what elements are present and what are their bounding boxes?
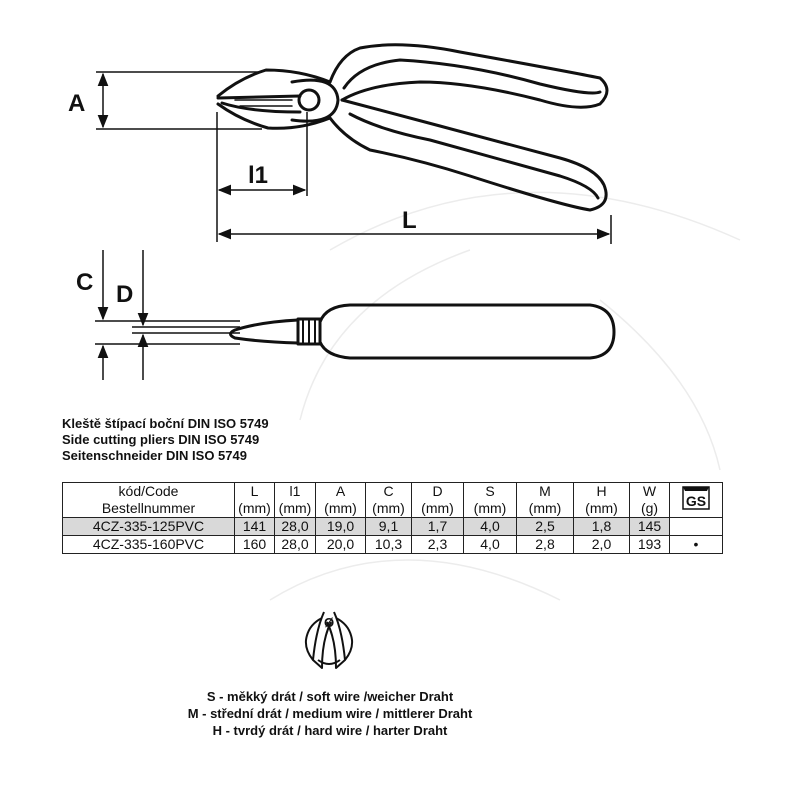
cell-code: 4CZ-335-125PVC xyxy=(63,518,235,536)
title-de: Seitenschneider DIN ISO 5749 xyxy=(62,448,247,463)
legend-hard-wire: H - tvrdý drát / hard wire / harter Draht xyxy=(212,723,448,738)
cell-m: 2,8 xyxy=(517,536,574,554)
table-row xyxy=(63,536,723,554)
dimension-label-l: L xyxy=(402,207,417,234)
cell-w: 145 xyxy=(630,518,670,536)
header-a: A (mm) xyxy=(316,483,366,518)
legend-medium-wire: M - střední drát / medium wire / mittlerer Draht xyxy=(187,706,473,721)
dimension-label-a: A xyxy=(68,90,86,117)
pliers-side-view xyxy=(231,305,615,358)
dimension-label-l1: l1 xyxy=(248,162,269,189)
dimension-c-d xyxy=(95,250,240,380)
header-h: H (mm) xyxy=(574,483,630,518)
wire-legend xyxy=(0,688,660,739)
cell-d: 2,3 xyxy=(412,536,464,554)
wire-diameter-symbol: Ø xyxy=(323,615,335,630)
gs-logo-text: GS xyxy=(685,493,707,509)
cell-code: 4CZ-335-160PVC xyxy=(63,536,235,554)
cell-m: 2,5 xyxy=(517,518,574,536)
table-header-row xyxy=(63,483,723,518)
header-l: L (mm) xyxy=(235,483,275,518)
header-l1: l1 (mm) xyxy=(275,483,316,518)
header-d: D (mm) xyxy=(412,483,464,518)
pliers-top-view xyxy=(218,45,607,210)
cell-l: 141 xyxy=(235,518,275,536)
header-s: S (mm) xyxy=(464,483,517,518)
cell-c: 9,1 xyxy=(366,518,412,536)
legend-soft-wire: S - měkký drát / soft wire /weicher Draht xyxy=(206,689,454,704)
table-row xyxy=(63,518,723,536)
cell-a: 20,0 xyxy=(316,536,366,554)
header-code: kód/Code Bestellnummer xyxy=(63,483,235,518)
cell-gs: • xyxy=(670,536,723,554)
cell-l1: 28,0 xyxy=(275,518,316,536)
cell-s: 4,0 xyxy=(464,518,517,536)
dimension-label-d: D xyxy=(116,281,134,308)
cell-d: 1,7 xyxy=(412,518,464,536)
header-m: M (mm) xyxy=(517,483,574,518)
cell-l: 160 xyxy=(235,536,275,554)
title-en: Side cutting pliers DIN ISO 5749 xyxy=(62,432,260,447)
header-w: W (g) xyxy=(630,483,670,518)
header-gs xyxy=(670,483,723,518)
cell-h: 2,0 xyxy=(574,536,630,554)
dimension-label-c: C xyxy=(76,269,94,296)
cell-w: 193 xyxy=(630,536,670,554)
cell-c: 10,3 xyxy=(366,536,412,554)
gs-logo-icon xyxy=(679,483,713,513)
cell-a: 19,0 xyxy=(316,518,366,536)
cell-gs xyxy=(670,518,723,536)
cell-h: 1,8 xyxy=(574,518,630,536)
spec-table xyxy=(62,482,723,554)
title-cz: Kleště štípací boční DIN ISO 5749 xyxy=(62,416,269,431)
cell-l1: 28,0 xyxy=(275,536,316,554)
header-c: C (mm) xyxy=(366,483,412,518)
product-titles xyxy=(62,416,269,464)
cell-s: 4,0 xyxy=(464,536,517,554)
